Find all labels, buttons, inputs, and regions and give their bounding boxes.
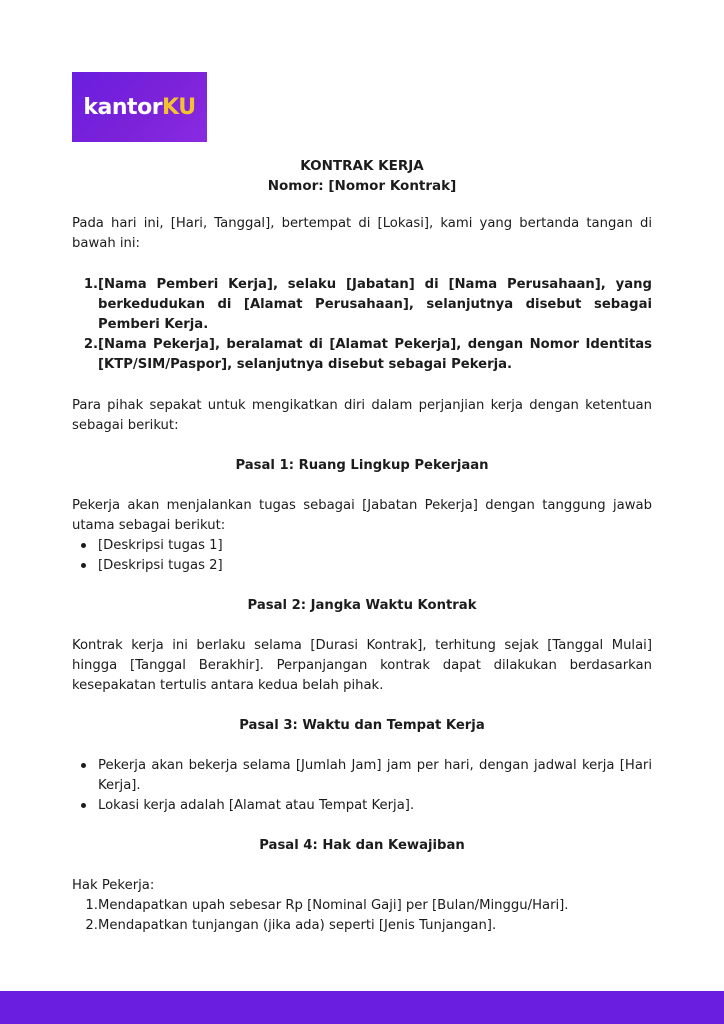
list-item xyxy=(72,536,652,556)
logo-wordmark xyxy=(83,95,195,120)
right-text: Mendapatkan tunjangan (jika ada) seperti [Jenis Tunjangan]. xyxy=(98,918,497,933)
pasal-3-list xyxy=(72,756,652,816)
task-text: [Deskripsi tugas 1] xyxy=(98,538,223,553)
right-text: Mendapatkan upah sebesar Rp [Nominal Gaji] per [Bulan/Minggu/Hari]. xyxy=(98,898,569,913)
contract-document xyxy=(72,156,652,936)
kantorku-logo xyxy=(72,72,207,142)
footer-bar xyxy=(0,991,724,1024)
pasal-1-text: Pekerja akan menjalankan tugas sebagai [Jabatan Pekerja] dengan tanggung jawab utama sebagai berikut: xyxy=(72,498,652,533)
list-item xyxy=(72,275,652,335)
list-number: 2. xyxy=(85,918,98,933)
contract-number: Nomor: [Nomor Kontrak] xyxy=(267,178,457,194)
list-item xyxy=(72,916,652,936)
bullet-icon xyxy=(72,756,98,796)
bullet-icon xyxy=(72,536,98,556)
bullet-icon xyxy=(72,796,98,816)
pasal-2-heading: Pasal 2: Jangka Waktu Kontrak xyxy=(247,598,477,613)
pasal-4-heading: Pasal 4: Hak dan Kewajiban xyxy=(259,838,465,853)
work-schedule-text: Pekerja akan bekerja selama [Jumlah Jam] jam per hari, dengan jadwal kerja [Hari Kerja]. xyxy=(98,758,652,793)
work-location-text: Lokasi kerja adalah [Alamat atau Tempat Kerja]. xyxy=(98,798,415,813)
list-number: 1. xyxy=(85,898,98,913)
logo-main-text: kantor xyxy=(83,94,163,120)
bullet-icon xyxy=(72,556,98,576)
party-employer-text: [Nama Pemberi Kerja], selaku [Jabatan] di [Nama Perusahaan], yang berkedudukan di [Alamat Perusahaan], selanjutnya disebut sebagai Pemberi Kerja. xyxy=(98,277,652,332)
list-item xyxy=(72,796,652,816)
list-number: 2. xyxy=(83,337,98,352)
pasal-3-heading: Pasal 3: Waktu dan Tempat Kerja xyxy=(239,718,485,733)
party-employee-text: [Nama Pekerja], beralamat di [Alamat Pekerja], dengan Nomor Identitas [KTP/SIM/Paspor], selanjutnya disebut sebagai Pekerja. xyxy=(98,337,652,372)
list-item xyxy=(72,335,652,375)
task-text: [Deskripsi tugas 2] xyxy=(98,558,223,573)
list-item xyxy=(72,556,652,576)
logo-accent-text: KU xyxy=(162,94,196,120)
pasal-1-task-list xyxy=(72,536,652,576)
intro-paragraph: Pada hari ini, [Hari, Tanggal], bertempat di [Lokasi], kami yang bertanda tangan di bawah ini: xyxy=(72,216,652,251)
list-number: 1. xyxy=(83,277,98,292)
parties-list xyxy=(72,275,652,375)
list-item xyxy=(72,896,652,916)
pasal-4-rights-list xyxy=(72,896,652,936)
list-item xyxy=(72,756,652,796)
agreement-paragraph: Para pihak sepakat untuk mengikatkan diri dalam perjanjian kerja dengan ketentuan sebagai berikut: xyxy=(72,398,652,433)
pasal-1-heading: Pasal 1: Ruang Lingkup Pekerjaan xyxy=(235,458,489,473)
document-title: KONTRAK KERJA xyxy=(300,158,424,174)
pasal-2-text: Kontrak kerja ini berlaku selama [Durasi Kontrak], terhitung sejak [Tanggal Mulai] hingga [Tanggal Berakhir]. Perpanjangan kontrak dapat dilakukan berdasarkan kesepakatan tertulis antara kedua belah pihak. xyxy=(72,638,652,693)
rights-subheading: Hak Pekerja: xyxy=(72,878,155,893)
